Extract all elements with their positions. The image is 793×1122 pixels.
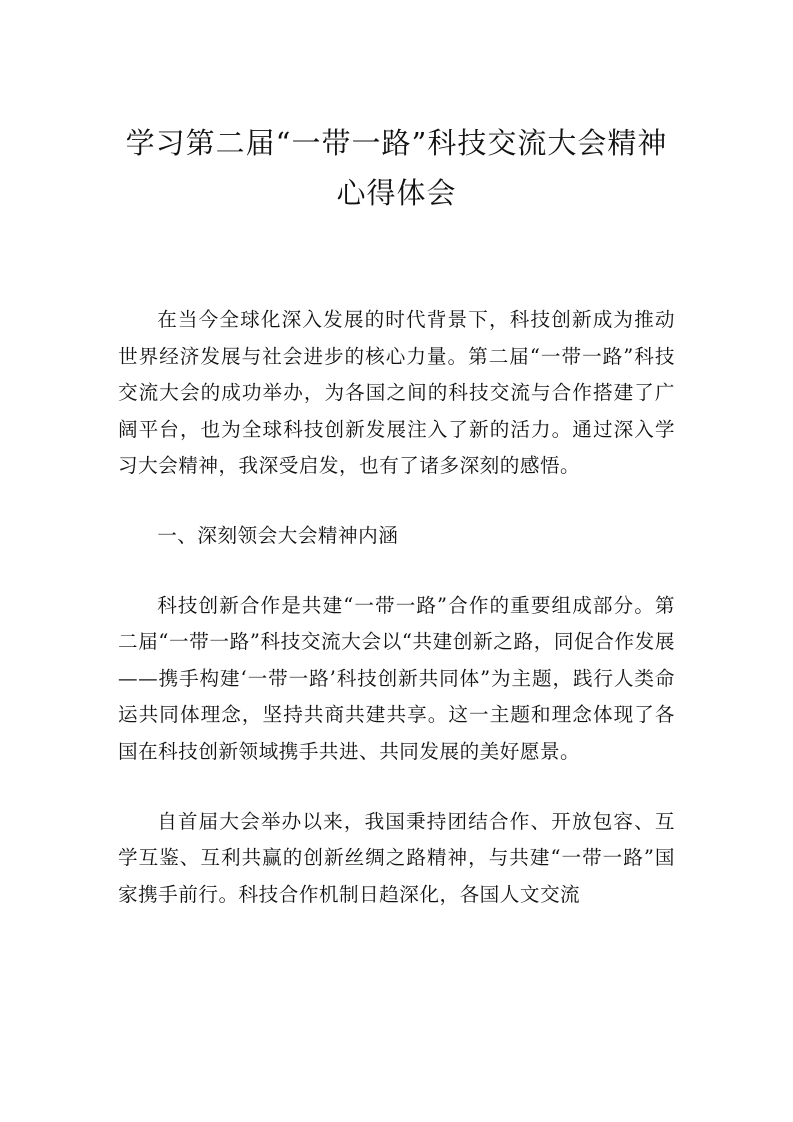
title-line-2: 心得体会	[336, 176, 457, 210]
body-paragraph: 科技创新合作是共建“一带一路”合作的重要组成部分。第二届“一带一路”科技交流大会以“共建创新之路，同促合作发展——携手构建‘一带一路’科技创新共同体”为主题，践行人类命运共同体理念，坚持共商共建共享。这一主题和理念体现了各国在科技创新领域携手共进、共同发展的美好愿景。	[118, 593, 675, 763]
body-paragraph: 自首届大会举办以来，我国秉持团结合作、开放包容、互学互鉴、互利共赢的创新丝绸之路精神，与共建“一带一路”国家携手前行。科技合作机制日趋深化，各国人文交流	[118, 809, 675, 906]
document-title	[118, 118, 675, 218]
intro-paragraph: 在当今全球化深入发展的时代背景下，科技创新成为推动世界经济发展与社会进步的核心力量。第二届“一带一路”科技交流大会的成功举办，为各国之间的科技交流与合作搭建了广阔平台，也为全球科技创新发展注入了新的活力。通过深入学习大会精神，我深受启发，也有了诸多深刻的感悟。	[118, 308, 675, 478]
document-body	[118, 302, 675, 913]
title-line-1: 学习第二届“一带一路”科技交流大会精神	[125, 126, 668, 160]
section-heading: 一、深刻领会大会精神内涵	[157, 523, 399, 547]
